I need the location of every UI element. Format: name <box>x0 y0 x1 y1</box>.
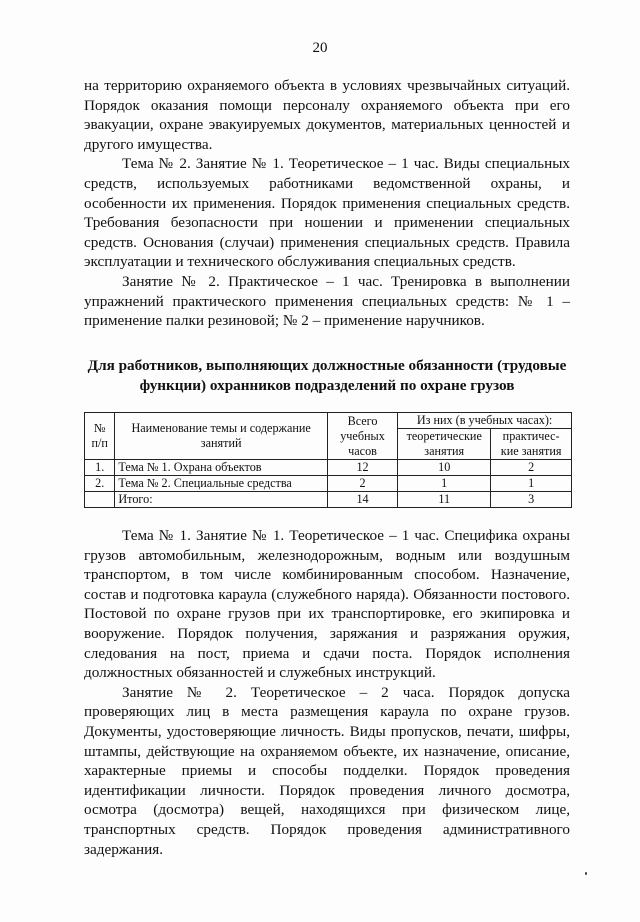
paragraph: Тема № 2. Занятие № 1. Теоретическое – 1 час. Виды специальных средств, используемых работниками ведомственной охраны, и особенности их применения. Порядок применения специальных средств. Требования безопасности при ношении и применении специальных средств. Основания (случаи) применения специальных средств. Правила эксплуатации и технического обслуживания специальных средств. <box>84 155 570 271</box>
paragraph: на территорию охраняемого объекта в условиях чрезвычайных ситуаций. Порядок оказания помощи персоналу охраняемого объекта при его эвакуации, охране эвакуируемых документов, материальных ценностей и другого имущества. <box>84 77 570 153</box>
section-heading: Для работников, выполняющих должностные обязанности (трудовые функции) охранников подразделений по охране грузов <box>87 357 567 394</box>
cell-name: Тема № 2. Специальные средства <box>115 476 328 492</box>
header-practice: практичес-кие занятия <box>491 429 572 460</box>
bottom-text-block <box>84 526 570 859</box>
cell-num: 2. <box>85 476 115 492</box>
cell-total: 2 <box>327 476 397 492</box>
header-num: № п/п <box>85 413 115 460</box>
table-row-total <box>85 492 572 508</box>
cell-practice: 3 <box>491 492 572 508</box>
scan-speck <box>585 872 587 875</box>
header-total: Всего учебных часов <box>327 413 397 460</box>
cell-name: Тема № 1. Охрана объектов <box>115 460 328 476</box>
cell-total: 12 <box>327 460 397 476</box>
paragraph: Занятие № 2. Теоретическое – 2 часа. Порядок допуска проверяющих лиц в места размещения караула по охране грузов. Документы, удостоверяющие личность. Виды пропусков, печати, шифры, штампы, действующие на охраняемом объекте, их назначение, описание, характерные приемы и способы подделки. Порядок проведения идентификации личности. Порядок проведения личного досмотра, осмотра (досмотра) вещей, находящихся при физическом лице, транспортных средств. Порядок проведения административного задержания. <box>84 683 570 858</box>
hours-table <box>84 412 572 508</box>
page-number: 20 <box>312 40 328 56</box>
cell-theory: 11 <box>398 492 491 508</box>
paragraph: Тема № 1. Занятие № 1. Теоретическое – 1 час. Специфика охраны грузов автомобильным, железнодорожным, водным или воздушным транспортом, в том числе комбинированным способом. Назначение, состав и подготовка караула (служебного наряда). Обязанности постового. Постовой по охране грузов при их транспортировке, его экипировка и вооружение. Порядок получения, заряжания и разряжания оружия, следования на пост, приема и сдачи поста. Порядок исполнения должностных обязанностей и служебных инструкций. <box>84 527 570 682</box>
table-row <box>85 460 572 476</box>
cell-theory: 1 <box>398 476 491 492</box>
table-row <box>85 476 572 492</box>
header-group: Из них (в учебных часах): <box>398 413 572 429</box>
header-name: Наименование темы и содержание занятий <box>115 413 328 460</box>
header-theory: теоретические занятия <box>398 429 491 460</box>
table-header-row <box>85 413 572 429</box>
cell-total: 14 <box>327 492 397 508</box>
cell-num <box>85 492 115 508</box>
paragraph: Занятие № 2. Практическое – 1 час. Тренировка в выполнении упражнений практического применения специальных средств: № 1 – применение палки резиновой; № 2 – применение наручников. <box>84 272 570 330</box>
cell-theory: 10 <box>398 460 491 476</box>
cell-name: Итого: <box>115 492 328 508</box>
cell-practice: 1 <box>491 476 572 492</box>
cell-practice: 2 <box>491 460 572 476</box>
cell-num: 1. <box>85 460 115 476</box>
top-text-block <box>84 76 570 331</box>
